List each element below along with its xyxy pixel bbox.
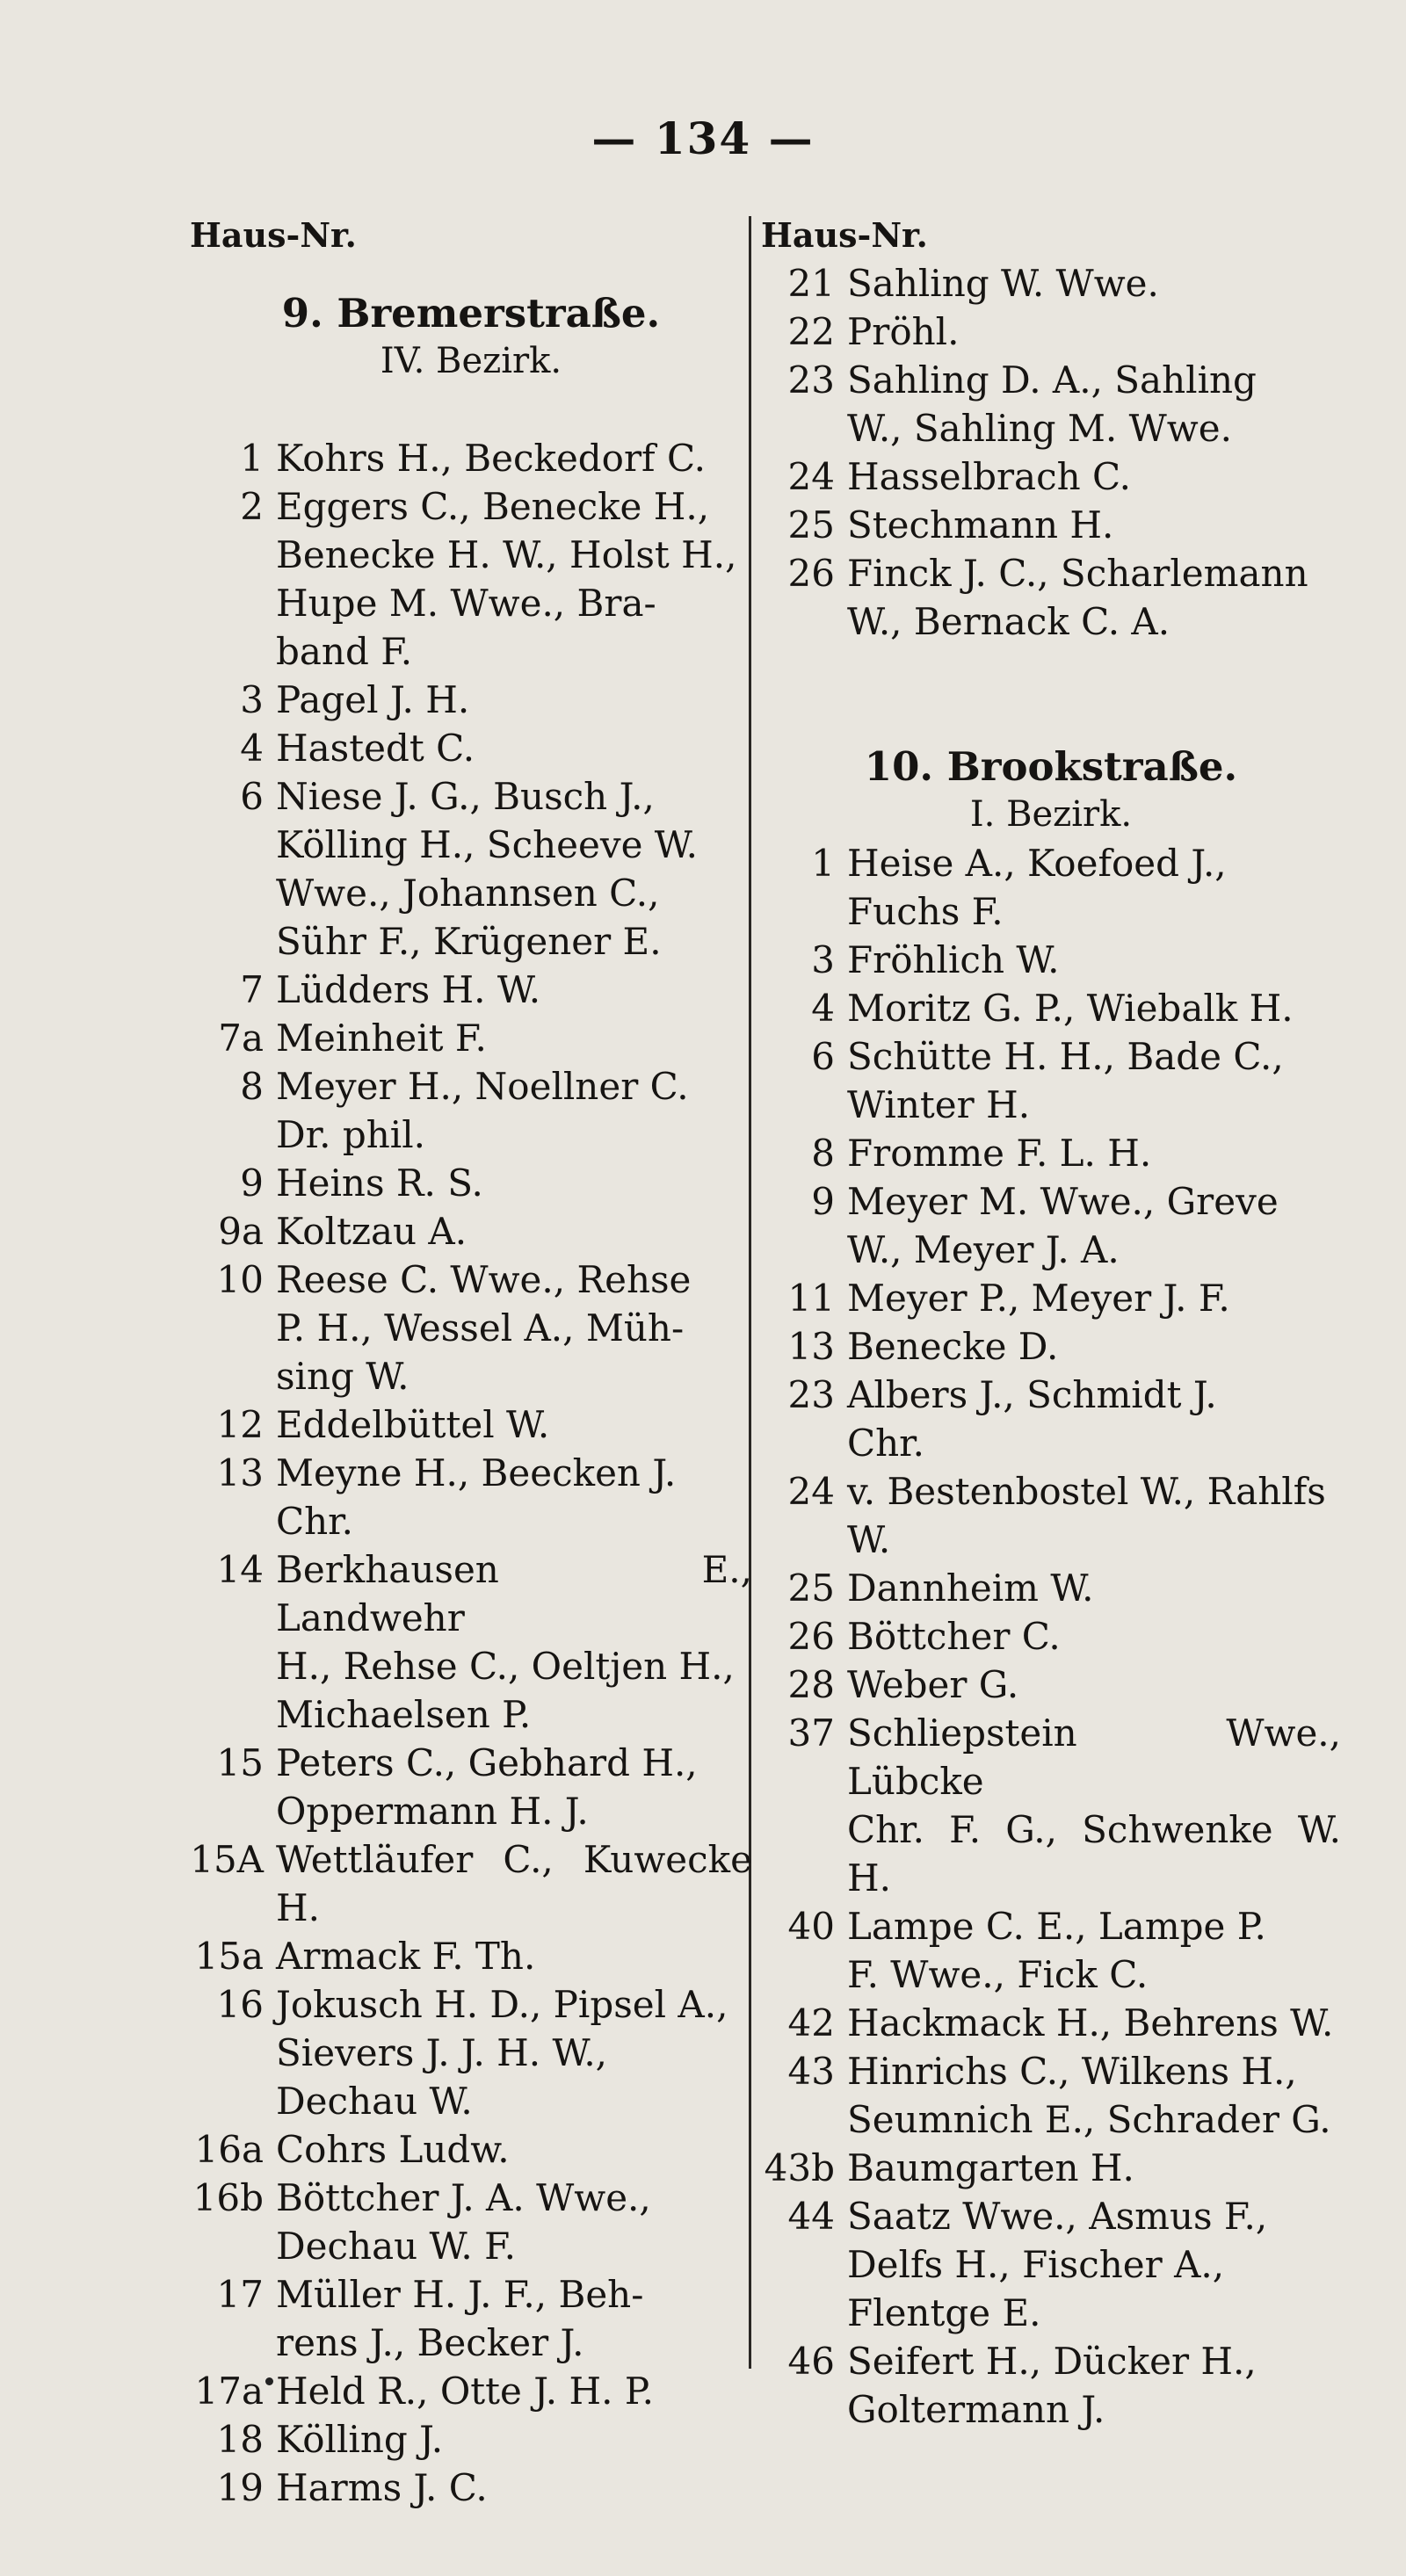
resident-names xyxy=(847,308,1341,356)
resident-line: Heise A., Koefoed J., xyxy=(847,842,1227,885)
resident-line: sing W. xyxy=(276,1355,409,1398)
resident-line: Benecke H. W., Holst H., xyxy=(276,533,737,576)
resident-line: Michaelsen P. xyxy=(276,1693,532,1736)
entry-list xyxy=(190,434,752,2512)
house-number: 21 xyxy=(787,262,835,305)
resident-names xyxy=(847,1032,1341,1129)
directory-entry xyxy=(190,1449,752,1545)
directory-entry xyxy=(761,2192,1341,2337)
house-number: 28 xyxy=(787,1663,835,1706)
resident-line: Hastedt C. xyxy=(276,727,475,770)
resident-line: Reese C. Wwe., Rehse xyxy=(276,1258,692,1301)
resident-names xyxy=(847,1612,1341,1661)
resident-names xyxy=(276,1932,752,1980)
resident-line: Koltzau A. xyxy=(276,1210,467,1253)
resident-line: Müller H. J. F., Beh- xyxy=(276,2273,644,2316)
house-number: 24 xyxy=(787,1470,835,1513)
resident-names xyxy=(276,1739,752,1835)
resident-names xyxy=(847,1467,1341,1564)
resident-line: Albers J., Schmidt J. xyxy=(847,1373,1217,1416)
directory-entry xyxy=(761,1467,1341,1564)
resident-names xyxy=(847,1709,1341,1902)
directory-entry xyxy=(761,1661,1341,1709)
house-number: 24 xyxy=(787,455,835,498)
resident-line: Böttcher C. xyxy=(847,1615,1061,1658)
resident-line: Chr. xyxy=(276,1500,353,1543)
directory-entry xyxy=(761,549,1341,646)
resident-line: Harms J. C. xyxy=(276,2466,488,2509)
resident-line: Peters C., Gebhard H., xyxy=(276,1741,698,1784)
resident-line: Hasselbrach C. xyxy=(847,455,1131,498)
resident-line: rens J., Becker J. xyxy=(276,2321,584,2364)
resident-line: Pröhl. xyxy=(847,310,960,353)
resident-line: band F. xyxy=(276,630,413,673)
resident-names xyxy=(276,676,752,724)
street-title: 9. Bremerstraße. xyxy=(281,290,661,336)
resident-line: Kölling H., Scheeve W. xyxy=(276,823,698,866)
directory-entry xyxy=(190,2270,752,2367)
resident-line: Moritz G. P., Wiebalk H. xyxy=(847,987,1294,1030)
resident-line: Niese J. G., Busch J., xyxy=(276,775,655,818)
directory-entry xyxy=(190,1932,752,1980)
resident-line: Dannheim W. xyxy=(847,1567,1094,1610)
directory-entry xyxy=(761,1612,1341,1661)
resident-line: Fromme F. L. H. xyxy=(847,1132,1152,1175)
resident-names xyxy=(847,1661,1341,1709)
resident-line: Saatz Wwe., Asmus F., xyxy=(847,2195,1268,2238)
directory-entry xyxy=(190,482,752,676)
house-number: 17a xyxy=(194,2370,264,2413)
house-number: 43 xyxy=(787,2050,835,2093)
directory-entry xyxy=(190,1545,752,1739)
house-number: 11 xyxy=(787,1277,835,1320)
resident-line: Benecke D. xyxy=(847,1325,1059,1368)
resident-line: Hackmack H., Behrens W. xyxy=(847,2001,1334,2044)
resident-names xyxy=(276,1207,752,1255)
house-number: 12 xyxy=(216,1403,264,1446)
resident-line: Meyer M. Wwe., Greve xyxy=(847,1180,1279,1223)
directory-entry xyxy=(190,2174,752,2270)
resident-line: Fuchs F. xyxy=(847,890,1004,933)
resident-line: Seumnich E., Schrader G. xyxy=(847,2098,1331,2141)
resident-line: Wettläufer C., Kuwecke H. xyxy=(276,1838,752,1929)
house-number: 15A xyxy=(190,1838,264,1881)
directory-entry xyxy=(761,1564,1341,1612)
resident-names xyxy=(847,2337,1341,2434)
directory-entry xyxy=(190,434,752,482)
resident-line: Chr. F. G., Schwenke W. H. xyxy=(847,1808,1341,1899)
directory-entry xyxy=(190,772,752,966)
resident-line: Eddelbüttel W. xyxy=(276,1403,550,1446)
resident-line: Wwe., Johannsen C., xyxy=(276,872,660,915)
house-number-header: Haus-Nr. xyxy=(761,215,928,255)
directory-entry xyxy=(190,1159,752,1207)
house-number: 26 xyxy=(787,552,835,595)
directory-entry xyxy=(190,2415,752,2464)
resident-names xyxy=(276,966,752,1014)
resident-line: Sahling W. Wwe. xyxy=(847,262,1159,305)
resident-line: Böttcher J. A. Wwe., xyxy=(276,2176,651,2219)
directory-entry xyxy=(761,259,1341,308)
resident-names xyxy=(276,1159,752,1207)
house-number: 46 xyxy=(787,2340,835,2383)
directory-entry xyxy=(761,1274,1341,1322)
directory-entry xyxy=(761,308,1341,356)
house-number: 8 xyxy=(240,1065,264,1108)
district-label: I. Bezirk. xyxy=(969,794,1133,835)
resident-line: Meinheit F. xyxy=(276,1017,487,1060)
directory-entry xyxy=(761,1371,1341,1467)
resident-names xyxy=(847,1274,1341,1322)
house-number: 10 xyxy=(216,1258,264,1301)
resident-names xyxy=(276,2464,752,2512)
house-number: 26 xyxy=(787,1615,835,1658)
house-number: 14 xyxy=(216,1548,264,1591)
resident-line: Berkhausen E., Landwehr xyxy=(276,1548,752,1639)
resident-names xyxy=(847,1564,1341,1612)
resident-names xyxy=(276,2125,752,2174)
directory-entry xyxy=(190,1207,752,1255)
house-number: 7a xyxy=(218,1017,264,1060)
resident-line: Jokusch H. D., Pipsel A., xyxy=(276,1983,728,2026)
directory-entry xyxy=(190,676,752,724)
resident-names xyxy=(276,1062,752,1159)
resident-line: W., Sahling M. Wwe. xyxy=(847,407,1232,450)
resident-line: Oppermann H. J. xyxy=(276,1790,589,1833)
resident-line: Finck J. C., Scharlemann xyxy=(847,552,1308,595)
house-number: 15 xyxy=(216,1741,264,1784)
directory-entry xyxy=(761,839,1341,936)
house-number: 22 xyxy=(787,310,835,353)
resident-names xyxy=(847,259,1341,308)
resident-line: Meyer H., Noellner C. xyxy=(276,1065,689,1108)
resident-names xyxy=(276,2415,752,2464)
directory-entry xyxy=(761,936,1341,984)
resident-names xyxy=(276,1545,752,1739)
house-number: 13 xyxy=(216,1451,264,1494)
resident-line: W., Meyer J. A. xyxy=(847,1228,1120,1271)
directory-entry xyxy=(190,1400,752,1449)
house-number: 42 xyxy=(787,2001,835,2044)
resident-line: Goltermann J. xyxy=(847,2388,1105,2431)
right-column xyxy=(761,211,1341,2434)
house-number: 4 xyxy=(240,727,264,770)
resident-line: Kohrs H., Beckedorf C. xyxy=(276,437,706,480)
resident-line: W. xyxy=(847,1518,891,1561)
resident-line: Dr. phil. xyxy=(276,1113,425,1156)
resident-line: W., Bernack C. A. xyxy=(847,600,1170,643)
resident-names xyxy=(847,501,1341,549)
resident-line: Schliepstein Wwe., Lübcke xyxy=(847,1711,1341,1803)
house-number: 3 xyxy=(240,678,264,721)
resident-names xyxy=(847,2192,1341,2337)
directory-entry xyxy=(190,1739,752,1835)
resident-line: Winter H. xyxy=(847,1083,1031,1126)
resident-line: Weber G. xyxy=(847,1663,1019,1706)
resident-names xyxy=(847,936,1341,984)
house-number: 37 xyxy=(787,1711,835,1755)
resident-line: Heins R. S. xyxy=(276,1161,483,1205)
resident-line: Stechmann H. xyxy=(847,503,1114,546)
house-number: 16 xyxy=(216,1983,264,2026)
house-number: 40 xyxy=(787,1905,835,1948)
resident-line: F. Wwe., Fick C. xyxy=(847,1953,1149,1996)
house-number: 19 xyxy=(216,2466,264,2509)
house-number-header: Haus-Nr. xyxy=(190,215,357,255)
house-number: 43b xyxy=(764,2146,835,2189)
directory-entry xyxy=(761,501,1341,549)
resident-names xyxy=(847,2144,1341,2192)
house-number: 44 xyxy=(787,2195,835,2238)
house-number: 1 xyxy=(811,842,835,885)
resident-line: Seifert H., Dücker H., xyxy=(847,2340,1257,2383)
resident-line: Sahling D. A., Sahling xyxy=(847,358,1257,402)
resident-line: Sievers J. J. H. W., xyxy=(276,2031,608,2074)
directory-entry xyxy=(761,1709,1341,1902)
resident-names xyxy=(847,1902,1341,1999)
house-number: 23 xyxy=(787,1373,835,1416)
house-number: 7 xyxy=(240,968,264,1011)
resident-line: Hupe M. Wwe., Bra- xyxy=(276,582,656,625)
house-number: 8 xyxy=(811,1132,835,1175)
street-title: 10. Brookstraße. xyxy=(864,743,1238,790)
resident-line: Hinrichs C., Wilkens H., xyxy=(847,2050,1297,2093)
resident-names xyxy=(847,1371,1341,1467)
resident-line: Flentge E. xyxy=(847,2291,1041,2334)
house-number: 15a xyxy=(194,1935,264,1978)
house-number: 16b xyxy=(192,2176,264,2219)
directory-entry xyxy=(761,2047,1341,2144)
directory-entry xyxy=(761,1322,1341,1371)
resident-line: Dechau W. F. xyxy=(276,2225,517,2268)
resident-line: Delfs H., Fischer A., xyxy=(847,2243,1225,2286)
directory-entry xyxy=(190,1062,752,1159)
resident-line: Schütte H. H., Bade C., xyxy=(847,1035,1284,1078)
resident-names xyxy=(847,452,1341,501)
resident-line: Baumgarten H. xyxy=(847,2146,1134,2189)
resident-line: Dechau W. xyxy=(276,2080,473,2123)
resident-names xyxy=(847,1322,1341,1371)
directory-entry xyxy=(190,2367,752,2415)
resident-line: Chr. xyxy=(847,1422,924,1465)
resident-line: P. H., Wessel A., Müh- xyxy=(276,1306,685,1350)
resident-line: Sühr F., Krügener E. xyxy=(276,920,662,963)
resident-names xyxy=(276,1255,752,1400)
directory-entry xyxy=(761,1129,1341,1177)
resident-names xyxy=(276,434,752,482)
house-number: 3 xyxy=(811,938,835,981)
resident-names xyxy=(847,1129,1341,1177)
house-number: 6 xyxy=(240,775,264,818)
resident-names xyxy=(276,1835,752,1932)
house-number: 16a xyxy=(194,2128,264,2171)
resident-names xyxy=(847,839,1341,936)
resident-line: Fröhlich W. xyxy=(847,938,1060,981)
directory-entry xyxy=(190,724,752,772)
directory-entry xyxy=(761,1032,1341,1129)
resident-line: Armack F. Th. xyxy=(276,1935,536,1978)
resident-line: H., Rehse C., Oeltjen H., xyxy=(276,1645,735,1688)
resident-line: Kölling J. xyxy=(276,2418,444,2461)
house-number: 6 xyxy=(811,1035,835,1078)
house-number: 13 xyxy=(787,1325,835,1368)
page-number: — 134 — xyxy=(591,112,815,164)
resident-names xyxy=(847,1177,1341,1274)
house-number: 23 xyxy=(787,358,835,402)
resident-line: Cohrs Ludw. xyxy=(276,2128,510,2171)
house-number: 9 xyxy=(240,1161,264,1205)
left-column xyxy=(190,211,752,2512)
resident-names xyxy=(276,2174,752,2270)
house-number: 25 xyxy=(787,1567,835,1610)
directory-entry xyxy=(190,2125,752,2174)
house-number: 2 xyxy=(240,485,264,528)
house-number: 9a xyxy=(218,1210,264,1253)
house-number: 17 xyxy=(216,2273,264,2316)
resident-names xyxy=(276,2367,752,2415)
resident-names xyxy=(847,1999,1341,2047)
directory-entry xyxy=(190,966,752,1014)
directory-entry xyxy=(190,1014,752,1062)
resident-names xyxy=(276,1014,752,1062)
directory-entry xyxy=(761,2144,1341,2192)
directory-entry xyxy=(761,356,1341,452)
directory-entry xyxy=(761,2337,1341,2434)
resident-names xyxy=(276,1980,752,2125)
resident-names xyxy=(276,772,752,966)
print-speck xyxy=(265,2377,273,2385)
resident-line: Meyer P., Meyer J. F. xyxy=(847,1277,1230,1320)
district-label: IV. Bezirk. xyxy=(380,341,562,381)
resident-line: v. Bestenbostel W., Rahlfs xyxy=(847,1470,1326,1513)
resident-names xyxy=(847,356,1341,452)
resident-names xyxy=(847,2047,1341,2144)
resident-line: Lüdders H. W. xyxy=(276,968,541,1011)
resident-names xyxy=(276,724,752,772)
resident-line: Held R., Otte J. H. P. xyxy=(276,2370,654,2413)
directory-entry xyxy=(190,1835,752,1932)
resident-line: Pagel J. H. xyxy=(276,678,470,721)
directory-entry xyxy=(761,1999,1341,2047)
resident-line: Lampe C. E., Lampe P. xyxy=(847,1905,1266,1948)
resident-names xyxy=(847,984,1341,1032)
directory-entry xyxy=(761,1177,1341,1274)
directory-entry xyxy=(190,1255,752,1400)
entry-list xyxy=(761,259,1341,646)
directory-entry xyxy=(190,1980,752,2125)
directory-entry xyxy=(761,1902,1341,1999)
directory-entry xyxy=(761,984,1341,1032)
resident-names xyxy=(276,482,752,676)
house-number: 25 xyxy=(787,503,835,546)
directory-entry xyxy=(190,2464,752,2512)
resident-names xyxy=(276,2270,752,2367)
entry-list xyxy=(761,839,1341,2434)
resident-line: Eggers C., Benecke H., xyxy=(276,485,710,528)
house-number: 18 xyxy=(216,2418,264,2461)
resident-line: Meyne H., Beecken J. xyxy=(276,1451,677,1494)
house-number: 1 xyxy=(240,437,264,480)
directory-entry xyxy=(761,452,1341,501)
resident-names xyxy=(276,1449,752,1545)
house-number: 9 xyxy=(811,1180,835,1223)
house-number: 4 xyxy=(811,987,835,1030)
resident-names xyxy=(276,1400,752,1449)
resident-names xyxy=(847,549,1341,646)
